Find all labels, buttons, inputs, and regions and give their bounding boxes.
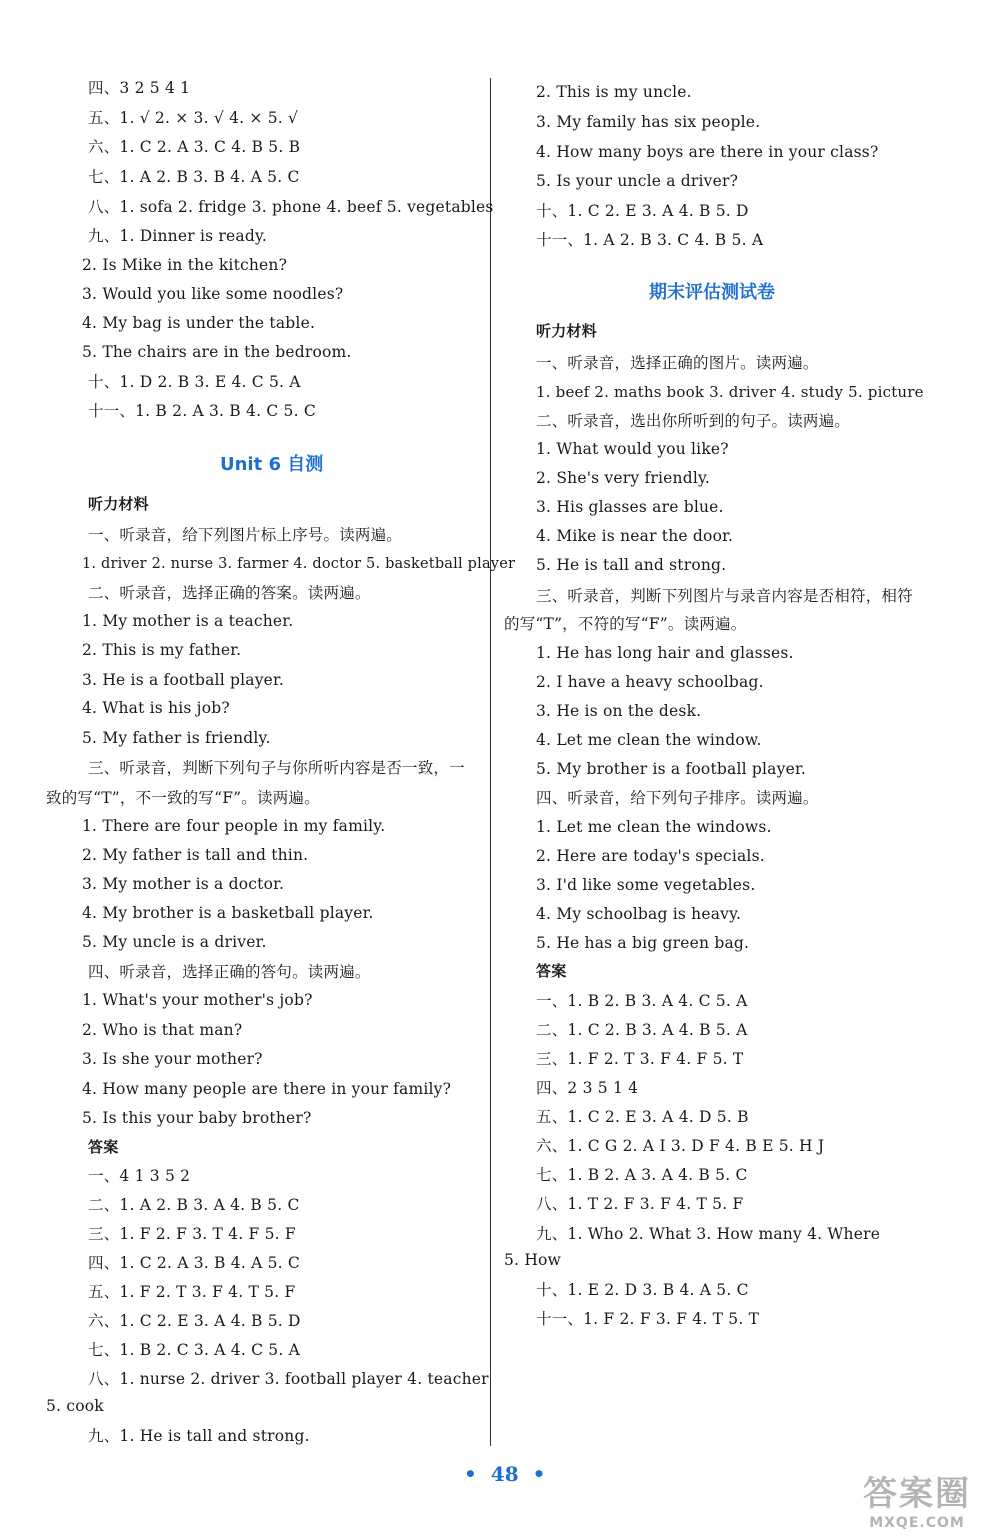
instruction: 三、听录音，判断下列句子与你所听内容是否一致，一 [88,759,465,777]
answer-line: 一、1. B 2. B 3. A 4. C 5. A [536,992,748,1010]
answer-line: 4. My bag is under the table. [82,314,316,332]
answer-line: 五、1. F 2. T 3. F 4. T 5. F [88,1283,296,1301]
item-line: 1. driver 2. nurse 3. farmer 4. doctor 5. basketball player [82,556,516,572]
exam-title: 期末评估测试卷 [649,282,775,303]
item-line: 2. My father is tall and thin. [82,846,309,864]
answer-line: 一、4 1 3 5 2 [88,1167,191,1185]
instruction: 二、听录音，选择正确的答案。读两遍。 [88,584,371,602]
item-line: 3. My family has six people. [536,113,761,131]
item-line: 1. What would you like? [536,440,729,458]
answer-line: 十一、1. B 2. A 3. B 4. C 5. C [88,402,316,420]
answer-line: 七、1. B 2. A 3. A 4. B 5. C [536,1166,748,1184]
instruction: 三、听录音，判断下列图片与录音内容是否相符，相符 [536,587,913,605]
item-line: 4. My schoolbag is heavy. [536,905,742,923]
item-line: 5. My father is friendly. [82,729,271,747]
item-line: 1. There are four people in my family. [82,817,386,835]
item-line: 3. I'd like some vegetables. [536,876,756,894]
item-line: 1. He has long hair and glasses. [536,644,794,662]
item-line: 5. He is tall and strong. [536,556,727,574]
column-divider [490,78,491,1446]
answer-line: 八、1. sofa 2. fridge 3. phone 4. beef 5. vegetables [88,198,494,216]
item-line: 2. This is my uncle. [536,83,692,101]
item-line: 4. My brother is a basketball player. [82,904,374,922]
answer-line: 5. cook [46,1397,104,1415]
answer-line: 四、1. C 2. A 3. B 4. A 5. C [88,1254,300,1272]
item-line: 2. I have a heavy schoolbag. [536,673,764,691]
item-line: 3. My mother is a doctor. [82,875,285,893]
item-line: 2. This is my father. [82,641,242,659]
bullet-icon: • [532,1462,546,1486]
bullet-icon: • [464,1462,477,1486]
item-line: 2. Who is that man? [82,1021,243,1039]
instruction: 四、听录音，选择正确的答句。读两遍。 [88,963,371,981]
answer-line: 十一、1. A 2. B 3. C 4. B 5. A [536,231,764,249]
item-line: 1. My mother is a teacher. [82,612,294,630]
watermark-text: 答案圈 [863,1473,971,1514]
answer-line: 五、1. C 2. E 3. A 4. D 5. B [536,1108,749,1126]
instruction: 一、听录音，选择正确的图片。读两遍。 [536,354,819,372]
item-line: 1. What's your mother's job? [82,991,313,1009]
answer-line: 2. Is Mike in the kitchen? [82,256,288,274]
item-line: 4. Let me clean the window. [536,731,762,749]
section-heading: 答案 [88,1138,119,1156]
instruction: 二、听录音，选出你所听到的句子。读两遍。 [536,412,851,430]
answer-line: 二、1. C 2. B 3. A 4. B 5. A [536,1021,748,1039]
answer-line: 三、1. F 2. F 3. T 4. F 5. F [88,1225,296,1243]
item-line: 4. Mike is near the door. [536,527,734,545]
item-line: 4. What is his job? [82,699,230,717]
section-heading: 听力材料 [536,322,597,340]
answer-line: 十一、1. F 2. F 3. F 4. T 5. T [536,1310,760,1328]
item-line: 1. beef 2. maths book 3. driver 4. study 5. picture [536,383,924,401]
answer-line: 二、1. A 2. B 3. A 4. B 5. C [88,1196,300,1214]
answer-line: 六、1. C 2. E 3. A 4. B 5. D [88,1312,301,1330]
answer-line: 八、1. T 2. F 3. F 4. T 5. F [536,1195,744,1213]
watermark-url: MXQE.COM [869,1514,965,1531]
item-line: 4. How many boys are there in your class? [536,143,879,161]
instruction: 致的写“T”，不一致的写“F”。读两遍。 [46,789,320,807]
instruction: 一、听录音，给下列图片标上序号。读两遍。 [88,526,403,544]
answer-line: 七、1. B 2. C 3. A 4. C 5. A [88,1341,300,1359]
answer-line: 七、1. A 2. B 3. B 4. A 5. C [88,168,300,186]
item-line: 5. Is your uncle a driver? [536,172,739,190]
answer-line: 四、3 2 5 4 1 [88,79,191,97]
item-line: 5. My brother is a football player. [536,760,806,778]
item-line: 2. She's very friendly. [536,469,711,487]
item-line: 1. Let me clean the windows. [536,818,772,836]
answer-line: 六、1. C G 2. A I 3. D F 4. B E 5. H J [536,1137,825,1155]
section-heading: 听力材料 [88,495,149,513]
item-line: 3. He is on the desk. [536,702,702,720]
answer-line: 十、1. C 2. E 3. A 4. B 5. D [536,202,749,220]
item-line: 5. He has a big green bag. [536,934,750,952]
instruction: 四、听录音，给下列句子排序。读两遍。 [536,789,819,807]
answer-line: 十、1. E 2. D 3. B 4. A 5. C [536,1281,749,1299]
answer-line: 五、1. √ 2. × 3. √ 4. × 5. √ [88,109,299,127]
answer-line: 六、1. C 2. A 3. C 4. B 5. B [88,138,301,156]
item-line: 3. He is a football player. [82,671,285,689]
watermark-logo [842,1463,992,1533]
page-number-text: 48 [490,1462,519,1486]
answer-line: 四、2 3 5 1 4 [536,1079,639,1097]
answer-line: 八、1. nurse 2. driver 3. football player 4. teacher [88,1370,489,1388]
answer-line: 九、1. He is tall and strong. [88,1427,310,1445]
item-line: 3. His glasses are blue. [536,498,724,516]
page-number [450,1462,550,1486]
answer-line: 5. The chairs are in the bedroom. [82,343,352,361]
answer-line: 十、1. D 2. B 3. E 4. C 5. A [88,373,301,391]
item-line: 2. Here are today's specials. [536,847,765,865]
item-line: 4. How many people are there in your family? [82,1080,452,1098]
item-line: 3. Is she your mother? [82,1050,263,1068]
section-heading: 答案 [536,962,567,980]
unit-title: Unit 6 自测 [220,454,324,475]
answer-line: 九、1. Dinner is ready. [88,227,267,245]
answer-line: 三、1. F 2. T 3. F 4. F 5. T [536,1050,744,1068]
item-line: 5. My uncle is a driver. [82,933,267,951]
answer-line: 3. Would you like some noodles? [82,285,344,303]
answer-line: 5. How [504,1251,562,1269]
instruction: 的写“T”，不符的写“F”。读两遍。 [504,615,747,633]
item-line: 5. Is this your baby brother? [82,1109,312,1127]
answer-line: 九、1. Who 2. What 3. How many 4. Where [536,1225,881,1243]
